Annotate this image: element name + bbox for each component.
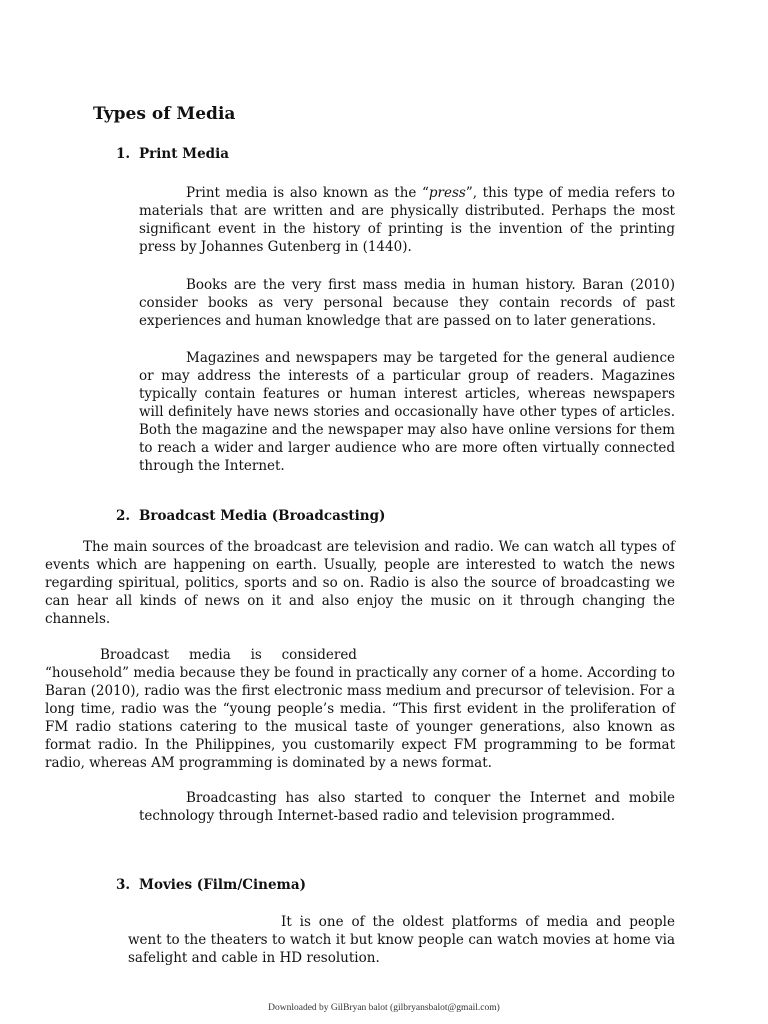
paragraph-print-2: Books are the very first mass media in human history. Baran (2010) consider books as very personal because they contain records of past experiences and human knowledge that are passed on to later generations.	[139, 277, 675, 329]
section-heading-print-media	[116, 146, 229, 162]
emphasis-text: press	[428, 185, 466, 201]
paragraph-print-3: Magazines and newspapers may be targeted for the general audience or may address the interests of a particular group of readers. Magazines typically contain features or human interest articles, whereas newspapers will definitely have news stories and occasionally have other types of articles. Both the magazine and the newspaper may also have online versions for them to reach a wider and larger audience who are more often virtually connected through the Internet.	[139, 350, 675, 474]
section-title: Broadcast Media (Broadcasting)	[139, 508, 386, 524]
page-title: Types of Media	[93, 104, 236, 124]
section-number: 2.	[116, 508, 131, 524]
paragraph-movies-1: It is one of the oldest platforms of media and people went to the theaters to watch it but know people can watch movies at home via safelight and cable in HD resolution.	[128, 914, 675, 966]
paragraph-print-1	[139, 184, 675, 256]
section-title: Movies (Film/Cinema)	[139, 877, 306, 893]
section-number: 3.	[116, 877, 131, 893]
download-footer: Downloaded by GilBryan balot (gilbryansbalot@gmail.com)	[268, 1003, 500, 1013]
text-run: Print media is also known as the “	[186, 185, 429, 201]
section-number: 1.	[116, 146, 131, 162]
paragraph-broadcast-3: Broadcasting has also started to conquer the Internet and mobile technology through Internet-based radio and television programmed.	[139, 790, 675, 824]
section-title: Print Media	[139, 146, 229, 162]
word: media	[188, 647, 231, 663]
word: Broadcast	[100, 647, 170, 663]
paragraph-broadcast-1: The main sources of the broadcast are television and radio. We can watch all types of events which are happening on earth. Usually, people are interested to watch the news regarding spiritual, politics, sports and so on. Radio is also the source of broadcasting we can hear all kinds of news on it and also enjoy the music on it through changing the channels.	[45, 539, 675, 627]
word: is	[250, 647, 262, 663]
paragraph-broadcast-2-first-line	[100, 646, 357, 664]
word: considered	[281, 647, 357, 663]
text-run: ”, this type of media refers to materials that are written and are physically distributed. Perhaps the most significant event in the history of printing is the invention of the printing press by Johannes Gutenberg in (1440).	[139, 185, 676, 255]
paragraph-broadcast-2: “household” media because they be found in practically any corner of a home. According to Baran (2010), radio was the first electronic mass medium and precursor of television. For a long time, radio was the “young people’s media. “This first evident in the proliferation of FM radio stations catering to the musical taste of younger generations, also known as format radio. In the Philippines, you customarily expect FM programming to be format radio, whereas AM programming is dominated by a news format.	[45, 665, 675, 771]
section-heading-movies	[116, 877, 306, 893]
section-heading-broadcast-media	[116, 508, 385, 524]
